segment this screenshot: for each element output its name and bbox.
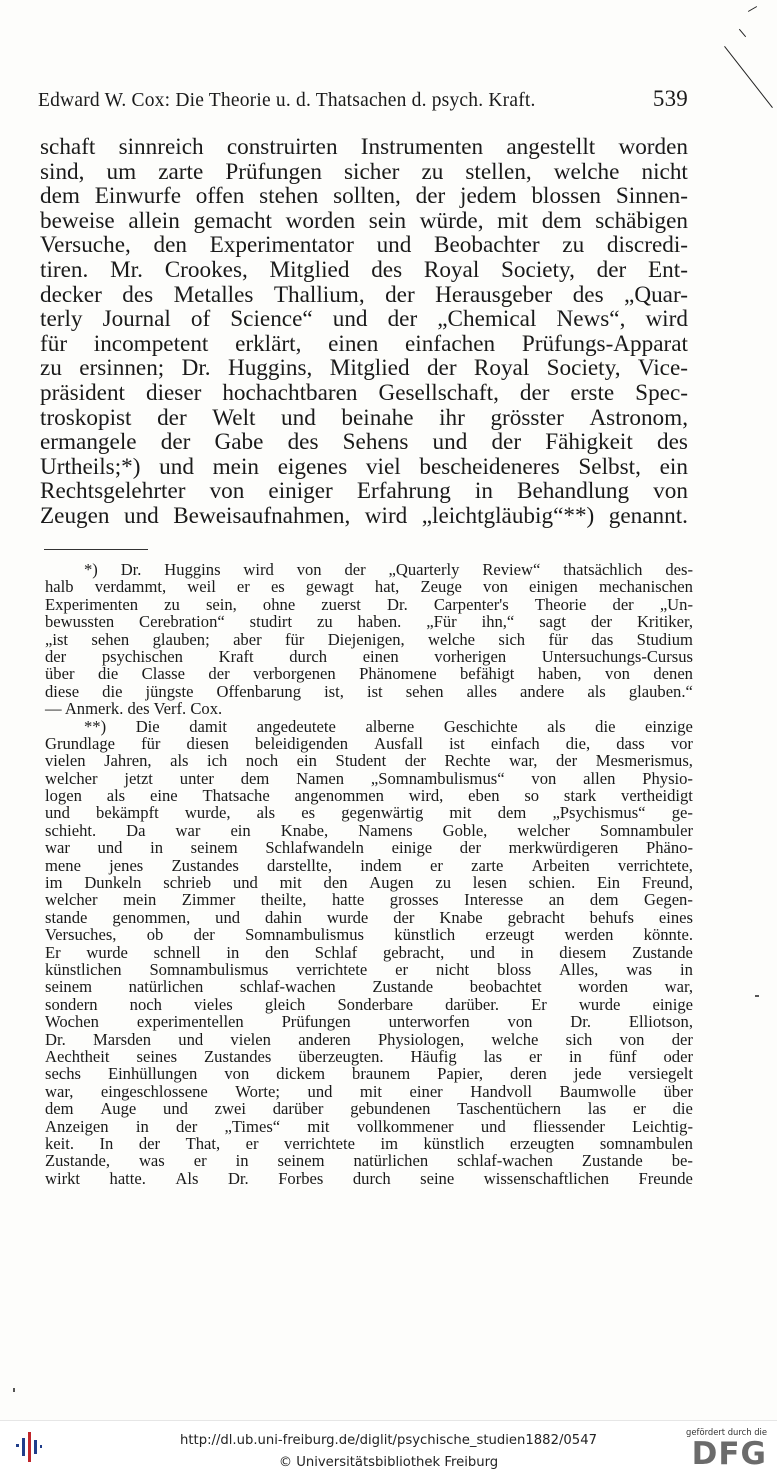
footnotes	[45, 561, 693, 1187]
text-line: decker des Metalles Thallium, der Herausgeber des „Quar-	[40, 281, 688, 308]
text-line: zu ersinnen; Dr. Huggins, Mitglied der Royal Society, Vice-	[40, 355, 688, 382]
footnote-line: vielen Jahren, als ich noch ein Student der Rechte war, der Mesmerismus,	[45, 751, 693, 771]
footnote-line: Er wurde schnell in den Schlaf gebracht, und in diesem Zustande	[45, 942, 693, 962]
footnote-line: seinem natürlichen schlaf-wachen Zustande beobachtet worden war,	[45, 977, 693, 997]
text-line: beweise allein gemacht worden sein würde, mit dem schäbigen	[40, 207, 688, 234]
footnote-line: *) Dr. Huggins wird von der „Quarterly Review“ thatsächlich des-	[84, 560, 693, 579]
footnote-line: welcher mein Zimmer theilte, hatte grosses Interesse an dem Gegen-	[45, 890, 693, 910]
dfg-logo	[677, 1427, 767, 1473]
footnote-line: bewussten Cerebration“ studirt zu haben. „Für ihn,“ sagt der Kritiker,	[45, 612, 693, 632]
footnote-line: welcher jetzt unter dem Namen „Somnambulismus“ von allen Physio-	[45, 768, 693, 788]
footnote-line: im Dunkeln schrieb und mit den Augen zu lesen schien. Ein Freund,	[45, 873, 693, 893]
text-line: dem Einwurfe offen stehen sollten, der jedem blossen Sinnen-	[40, 183, 688, 210]
footnote-line: und bekämpft wurde, als es gegenwärtig mit dem „Psychismus“ ge-	[45, 803, 693, 823]
footnote-rule	[44, 549, 148, 550]
footnote-line: **) Die damit angedeutete alberne Geschichte als die einzige	[84, 716, 693, 736]
scan-edge-mark	[748, 6, 757, 12]
footnote-line: Versuches, ob der Somnambulismus künstlich erzeugt werden könnte.	[45, 925, 693, 945]
footnote-line: „ist sehen glauben; aber für Diejenigen, welche sich für das Studium	[45, 629, 693, 649]
footnote-line: über die Classe der verborgenen Phänomene befähigt haben, von denen	[45, 664, 693, 684]
footnote-line: Experimenten zu sein, ohne zuerst Dr. Carpenter's Theorie der „Un-	[45, 594, 693, 614]
footnote-line: Zustande, was er in seinem natürlichen schlaf-wachen Zustande be-	[45, 1151, 693, 1171]
page-number: 539	[652, 86, 688, 111]
text-line: Rechtsgelehrter von einiger Erfahrung in Behandlung von	[40, 478, 688, 505]
footnote-line: war und in seinem Schlafwandeln einige der merkwürdigeren Phäno-	[45, 838, 693, 858]
text-line: tiren. Mr. Crookes, Mitglied des Royal Society, der Ent-	[40, 256, 688, 283]
footnote-line: stande genommen, und dahin wurde der Knabe gebracht behufs eines	[45, 907, 693, 927]
footnote-line: sondern noch vieles gleich Sonderbare darüber. Er wurde einige	[45, 994, 693, 1014]
footnote-line: dem Auge und zwei darüber gebundenen Taschentüchern las er die	[45, 1099, 693, 1119]
text-line: Versuche, den Experimentator und Beobachter zu discredi-	[40, 232, 688, 259]
footnote-line: wirkt hatte. Als Dr. Forbes durch seine wissenschaftlichen Freunde	[45, 1168, 693, 1188]
dfg-caption: gefördert durch die	[686, 1427, 767, 1437]
footnote-line: diese die jüngste Offenbarung ist, ist sehen alles andere als glauben.“	[45, 681, 693, 701]
text-line: troskopist der Welt und beinahe ihr grösster Astronom,	[40, 404, 688, 431]
running-header	[38, 86, 688, 112]
scan-speck	[13, 1388, 15, 1392]
footnote-line: keit. In der That, er verrichtete im künstlich erzeugten somnambulen	[45, 1133, 693, 1153]
footnote-line: war, eingeschlossene Worte; und mit einer Handvoll Baumwolle über	[45, 1081, 693, 1101]
scan-edge-mark	[739, 29, 746, 37]
footnote-line: Aechtheit seines Zustandes überzeugten. Häufig las er in fünf oder	[45, 1046, 693, 1066]
scan-edge-mark	[724, 46, 773, 108]
copyright-notice: © Universitätsbibliothek Freiburg	[278, 1455, 499, 1470]
footnote-line: — Anmerk. des Verf. Cox.	[45, 699, 223, 719]
dfg-logo-text: DFG	[691, 1436, 767, 1472]
footnote-line: halb verdammt, weil er es gewagt hat, Zeuge von einigen mechanischen	[45, 577, 693, 597]
text-line: präsident dieser hochachtbaren Gesellschaft, der erste Spec-	[40, 379, 688, 406]
footnote-line: Dr. Marsden und vielen anderen Physiologen, welche sich von der	[45, 1029, 693, 1049]
text-line: für incompetent erklärt, einen einfachen Prüfungs-Apparat	[40, 330, 688, 357]
text-line: ermangele der Gabe des Sehens und der Fähigkeit des	[40, 429, 688, 456]
footnote-line: schieht. Da war ein Knabe, Namens Goble, welcher Somnambuler	[45, 820, 693, 840]
viewer-footer	[0, 1420, 777, 1478]
main-text	[40, 135, 688, 529]
footnote-line: sechs Einhüllungen von dickem braunem Papier, deren jede versiegelt	[45, 1064, 693, 1084]
text-line: schaft sinnreich construirten Instrumenten angestellt worden	[40, 134, 688, 160]
scan-speck	[755, 995, 759, 997]
footnote-line: Wochen experimentellen Prüfungen unterworfen von Dr. Elliotson,	[45, 1012, 693, 1032]
running-title: Edward W. Cox: Die Theorie u. d. Thatsachen d. psych. Kraft.	[38, 90, 536, 111]
footnote-line: der psychischen Kraft durch einen vorherigen Untersuchungs-Cursus	[45, 646, 693, 666]
document-url[interactable]: http://dl.ub.uni-freiburg.de/diglit/psychische_studien1882/0547	[180, 1433, 597, 1448]
text-line: Zeugen und Beweisaufnahmen, wird „leichtgläubig“**) genannt.	[40, 502, 688, 529]
text-line: sind, um zarte Prüfungen sicher zu stellen, welche nicht	[40, 158, 688, 185]
text-line: terly Journal of Science“ und der „Chemical News“, wird	[40, 306, 688, 333]
footnote-line: logen als eine Thatsache angenommen wird, eben so stark vertheidigt	[45, 786, 693, 806]
text-line: Urtheils;*) und mein eigenes viel bescheideneres Selbst, ein	[40, 453, 688, 480]
footnote-line: Grundlage für diesen beleidigenden Ausfall ist einfach die, dass vor	[45, 733, 693, 753]
footnote-line: Anzeigen in der „Times“ mit vollkommener und fliessender Leichtig-	[45, 1116, 693, 1136]
footnote-line: mene jenes Zustandes darstellte, indem er zarte Arbeiten verrichtete,	[45, 855, 693, 875]
footnote-line: künstlichen Somnambulismus verrichtete er nicht bloss Alles, was in	[45, 959, 693, 979]
